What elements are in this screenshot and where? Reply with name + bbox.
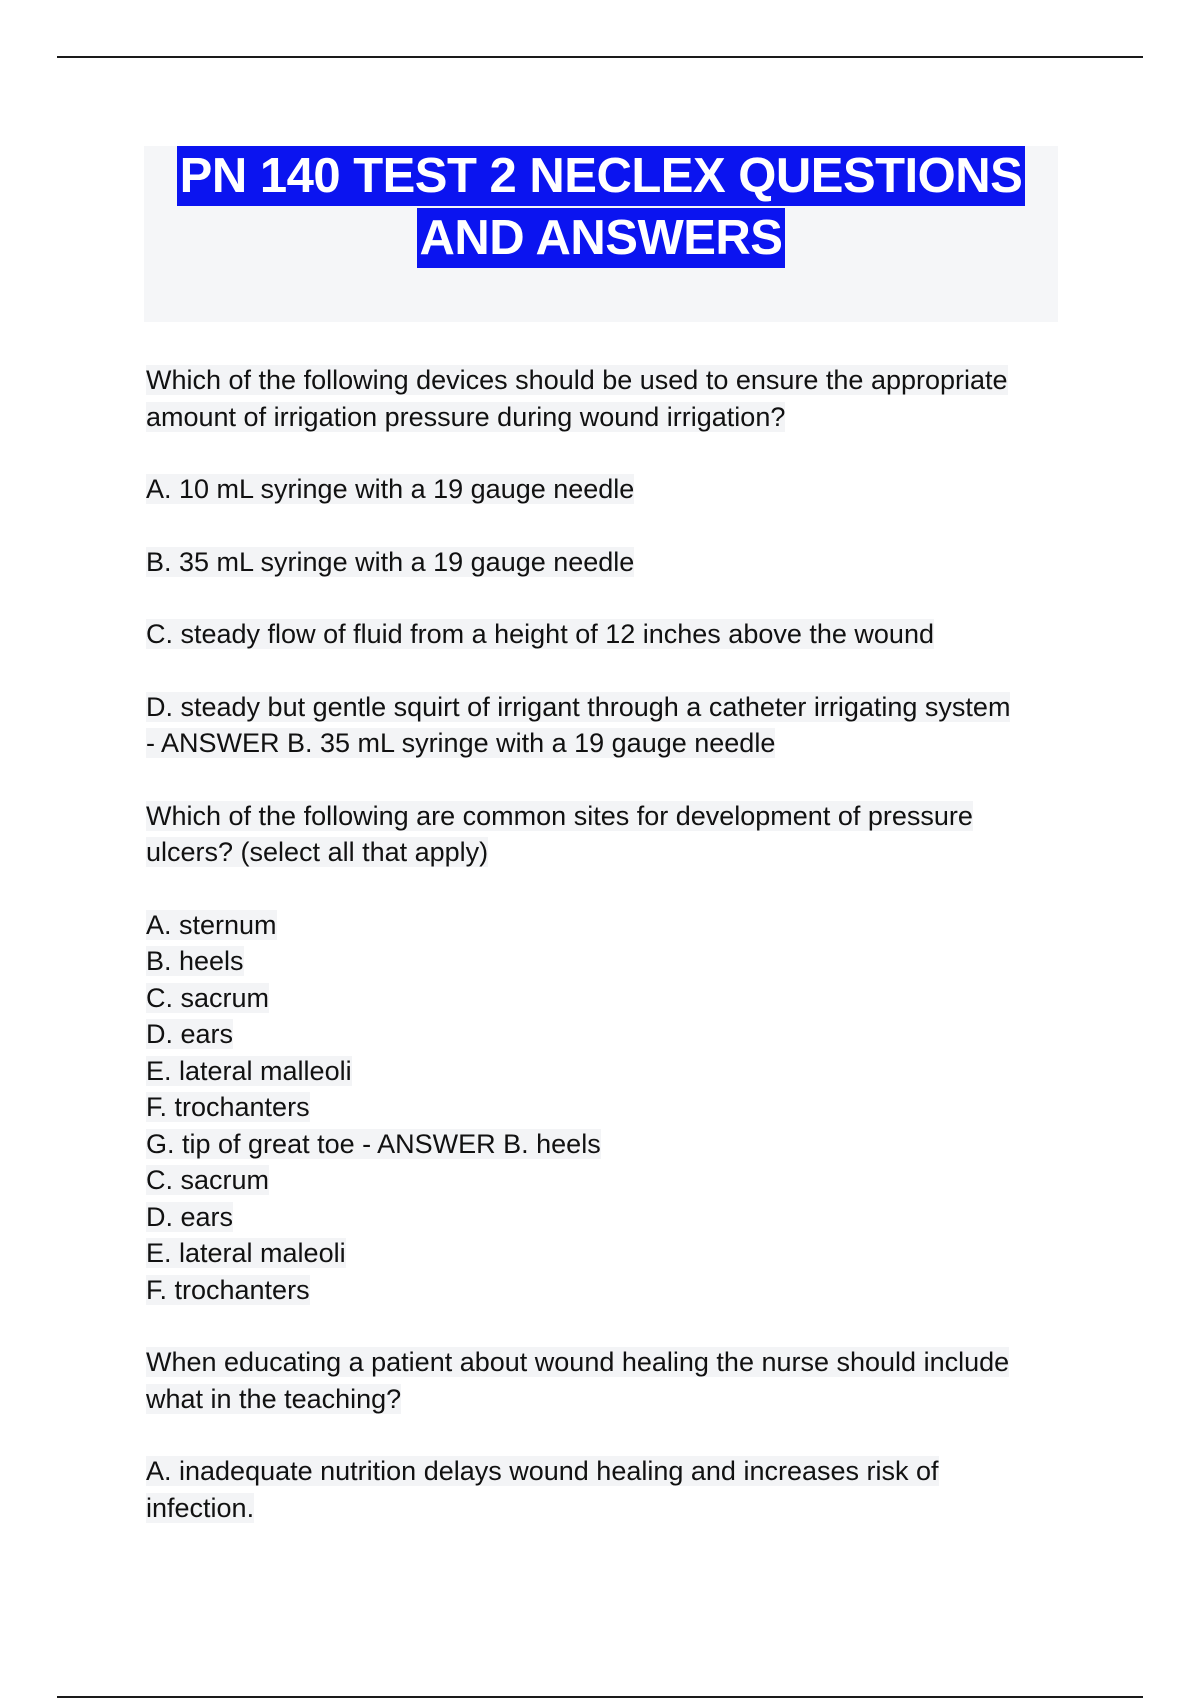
list-item-text: D. ears	[146, 1019, 234, 1049]
option-text: C. steady flow of fluid from a height of 12 inches above the wound	[146, 619, 934, 649]
question-3	[146, 1344, 1066, 1417]
list-item-text: D. ears	[146, 1201, 234, 1232]
title-box	[144, 146, 1058, 322]
list-item-text: F. trochanters	[146, 1274, 310, 1305]
list-item	[146, 1235, 1066, 1272]
question-2-line-2: ulcers? (select all that apply)	[146, 837, 489, 867]
list-item	[146, 1089, 1066, 1126]
list-item	[146, 907, 1066, 944]
list-item-text: A. sternum	[146, 909, 277, 940]
question-3-line-2: what in the teaching?	[146, 1383, 402, 1414]
list-item	[146, 980, 1066, 1017]
question-1-option-c	[146, 616, 1066, 653]
question-1-option-a	[146, 471, 1066, 508]
option-d-line-1: D. steady but gentle squirt of irrigant through a catheter irrigating system	[146, 691, 1011, 722]
list-item	[146, 1016, 1066, 1053]
list-item-answer	[146, 1126, 1066, 1163]
question-1	[146, 362, 1066, 435]
document-title-line-1: PN 140 TEST 2 NECLEX QUESTIONS	[177, 146, 1026, 206]
list-item-text: C. sacrum	[146, 982, 270, 1013]
option-d-answer-line: - ANSWER B. 35 mL syringe with a 19 gauge needle	[146, 728, 776, 758]
question-3-option-a	[146, 1453, 1066, 1526]
list-item-text: E. lateral maleoli	[146, 1238, 346, 1268]
question-3-line-1: When educating a patient about wound healing the nurse should include	[146, 1347, 1010, 1377]
list-item	[146, 1053, 1066, 1090]
option-a-line-1: A. inadequate nutrition delays wound healing and increases risk of	[146, 1456, 939, 1486]
document-title-line-2: AND ANSWERS	[417, 208, 786, 268]
question-2-line-1: Which of the following are common sites for development of pressure	[146, 800, 973, 831]
question-1-line-2: amount of irrigation pressure during wound irrigation?	[146, 401, 786, 432]
list-item	[146, 943, 1066, 980]
question-1-option-b	[146, 544, 1066, 581]
document-body	[146, 362, 1066, 1526]
list-item-text: C. sacrum	[146, 1165, 270, 1195]
top-rule	[57, 56, 1143, 58]
list-item-text: G. tip of great toe - ANSWER B. heels	[146, 1128, 601, 1159]
option-text: B. 35 mL syringe with a 19 gauge needle	[146, 546, 635, 577]
question-2-options	[146, 907, 1066, 1309]
list-item-text: E. lateral malleoli	[146, 1055, 352, 1086]
list-item-text: B. heels	[146, 946, 244, 976]
list-item	[146, 1199, 1066, 1236]
bottom-rule	[57, 1696, 1143, 1698]
list-item	[146, 1272, 1066, 1309]
list-item-text: F. trochanters	[146, 1092, 310, 1122]
option-a-line-2: infection.	[146, 1492, 255, 1523]
list-item	[146, 1162, 1066, 1199]
question-1-option-d	[146, 689, 1066, 762]
question-1-line-1: Which of the following devices should be used to ensure the appropriate	[146, 365, 1008, 395]
question-2	[146, 798, 1066, 871]
option-text: A. 10 mL syringe with a 19 gauge needle	[146, 474, 635, 504]
